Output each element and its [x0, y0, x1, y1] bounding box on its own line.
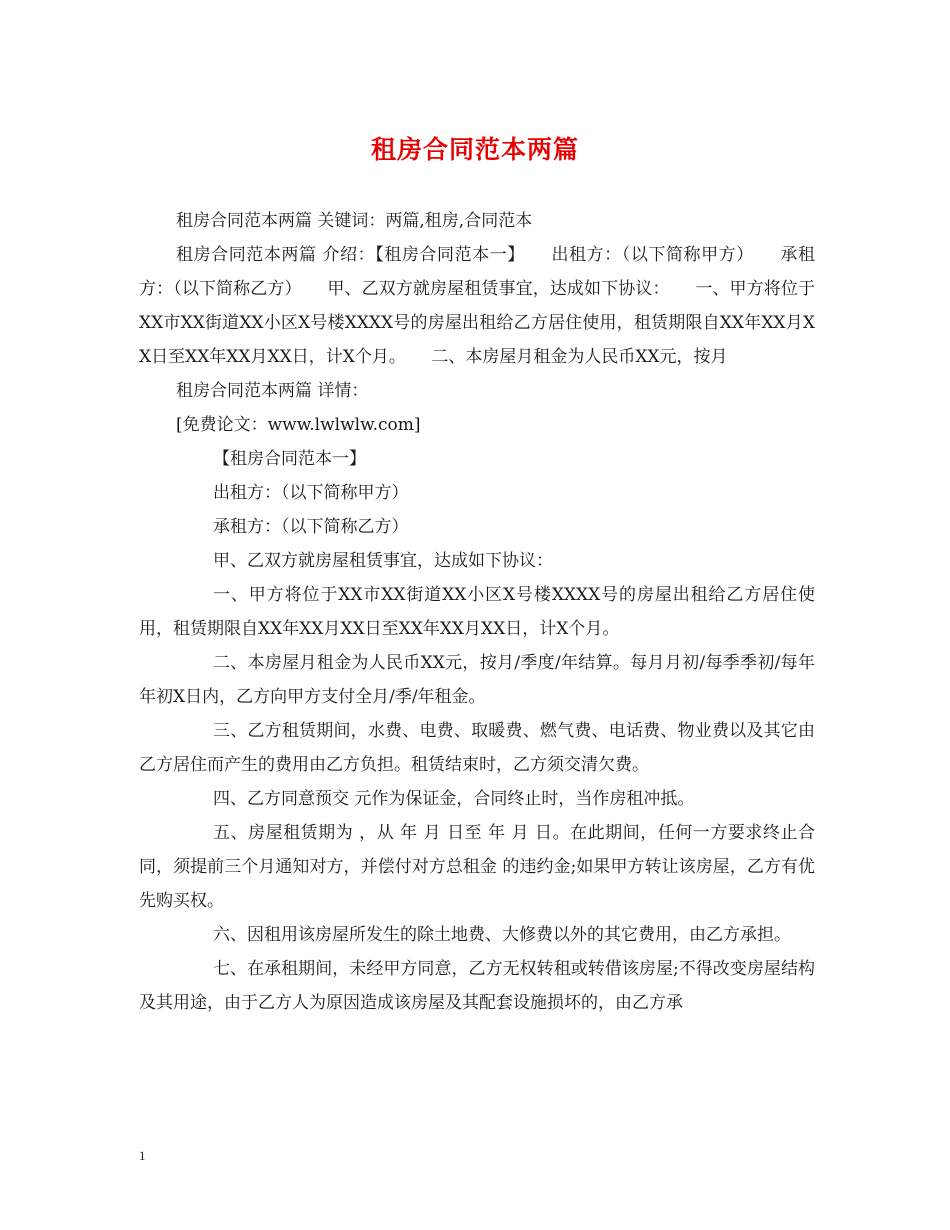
clause-paragraph: 一、甲方将位于XX市XX街道XX小区X号楼XXXX号的房屋出租给乙方居住使用，租赁期限自XX年XX月XX日至XX年XX月XX日，计X个月。	[139, 585, 815, 639]
agreement-line: 甲、乙双方就房屋租赁事宜，达成如下协议：	[213, 551, 553, 571]
clause-paragraph: 二、本房屋月租金为人民币XX元，按月/季度/年结算。每月月初/每季季初/每年年初X日内，乙方向甲方支付全月/季/年租金。	[139, 653, 815, 707]
keywords-line: 租房合同范本两篇 关键词：两篇,租房,合同范本	[176, 211, 533, 231]
clause-paragraph: 六、因租用该房屋所发生的除土地费、大修费以外的其它费用，由乙方承担。	[213, 925, 791, 945]
page-number: 1	[139, 1148, 146, 1163]
contract-heading: 【租房合同范本一】	[213, 449, 366, 469]
details-line: 租房合同范本两篇 详情：	[176, 381, 369, 401]
lessee-line: 承租方：（以下简称乙方）	[213, 517, 409, 537]
clause-paragraph: 四、乙方同意预交 元作为保证金，合同终止时，当作房租冲抵。	[213, 789, 695, 809]
clause-paragraph: 三、乙方租赁期间，水费、电费、取暖费、燃气费、电话费、物业费以及其它由乙方居住而产生的费用由乙方负担。租赁结束时，乙方须交清欠费。	[139, 721, 815, 775]
document-body	[139, 204, 815, 1020]
lessor-line: 出租方：（以下简称甲方）	[213, 483, 409, 503]
clause-paragraph: 五、房屋租赁期为 ，从 年 月 日至 年 月 日。在此期间，任何一方要求终止合同，须提前三个月通知对方，并偿付对方总租金 的违约金;如果甲方转让该房屋，乙方有优先购买权。	[139, 823, 815, 911]
document-title: 租房合同范本两篇	[370, 135, 579, 164]
clause-paragraph: 七、在承租期间，未经甲方同意，乙方无权转租或转借该房屋;不得改变房屋结构及其用途，由于乙方人为原因造成该房屋及其配套设施损坏的，由乙方承	[139, 959, 815, 1013]
intro-paragraph: 租房合同范本两篇 介绍：【租房合同范本一】 出租方：（以下简称甲方） 承租方：（以下简称乙方） 甲、乙双方就房屋租赁事宜，达成如下协议： 一、甲方将位于XX市XX街道XX小区X号楼XXXX号的房屋出租给乙方居住使用，租赁期限自XX年XX月XX日至XX年XX月XX日，计X个月。 二、本房屋月租金为人民币XX元，按月	[139, 245, 815, 367]
source-link-line: [免费论文：www.lwlwlw.com]	[176, 415, 421, 435]
